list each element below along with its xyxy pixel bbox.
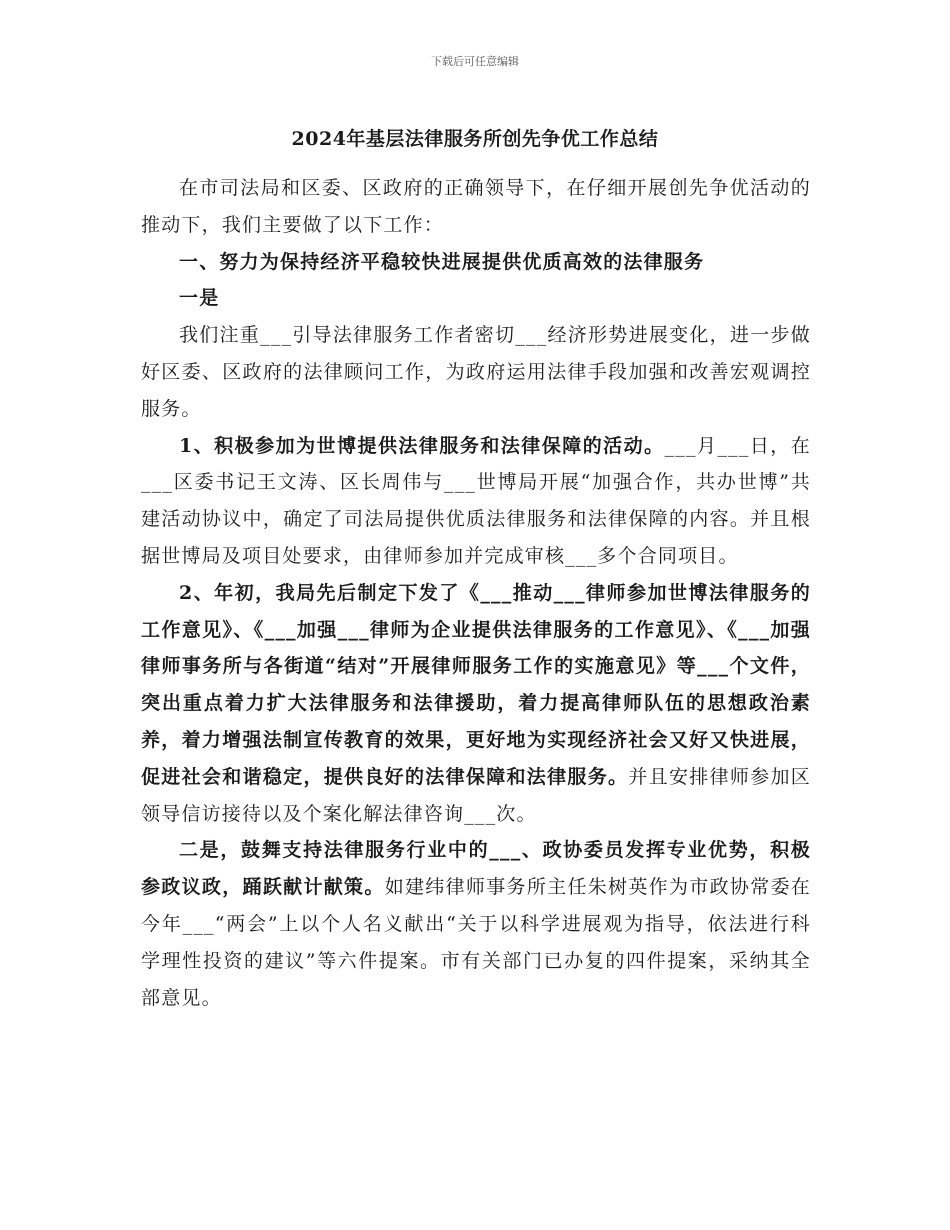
item2-paragraph: [141, 832, 811, 1016]
item1-paragraph: 我们注重___引导法律服务工作者密切___经济形势进展变化，进一步做好区委、区政府的法律顾问工作，为政府运用法律手段加强和改善宏观调控服务。: [141, 324, 811, 420]
item2-text: 如建纬律师事务所主任朱树英作为市政协常委在今年___“两会”上以个人名义献出“关于以科学进展观为指导，依法进行科学理性投资的建议”等六件提案。市有关部门已办复的四件提案，采纳其全部意见。: [141, 876, 812, 1009]
point2-text: 并且安排律师参加区领导信访接待以及个案化解法律咨询___次。: [141, 765, 811, 825]
point1-paragraph: [141, 428, 811, 575]
point2-lead: 2、年初，我局先后制定下发了《___推动___律师参加世博法律服务的工作意见》、《___加强___律师为企业提供法律服务的工作意见》、《___加强律师事务所与各街道“结对”开展律师服务工作的实施意见》等___个文件，突出重点着力扩大法律服务和法律援助，着力提高律师队伍的思想政治素养，着力增强法制宣传教育的效果，更好地为实现经济社会又好又快进展，促进社会和谐稳定，提供良好的法律保障和法律服务。: [141, 581, 811, 788]
document-body: [141, 170, 811, 1016]
intro-paragraph: 在市司法局和区委、区政府的正确领导下，在仔细开展创先争优活动的推动下，我们主要做了以下工作：: [141, 177, 811, 236]
item-heading: 一是: [179, 287, 220, 310]
section-heading: 一、努力为保持经济平稳较快进展提供优质高效的法律服务: [179, 250, 705, 273]
item2-lead: 二是，鼓舞支持法律服务行业中的___、政协委员发挥专业优势，积极参政议政，踊跃献计献策。: [141, 839, 811, 899]
point2-paragraph: [141, 575, 811, 833]
header-note: 下载后可任意编辑: [431, 55, 519, 68]
point1-lead: 1、积极参加为世博提供法律服务和法律保障的活动。: [179, 434, 665, 457]
document-title: 2024年基层法律服务所创先争优工作总结: [291, 128, 659, 150]
point1-text: ___月___日，在___区委书记王文涛、区长周伟与___世博局开展“加强合作，共办世博”共建活动协议中，确定了司法局提供优质法律服务和法律保障的内容。并且根据世博局及项目处要求，由律师参加并完成审核___多个合同项目。: [141, 434, 811, 567]
